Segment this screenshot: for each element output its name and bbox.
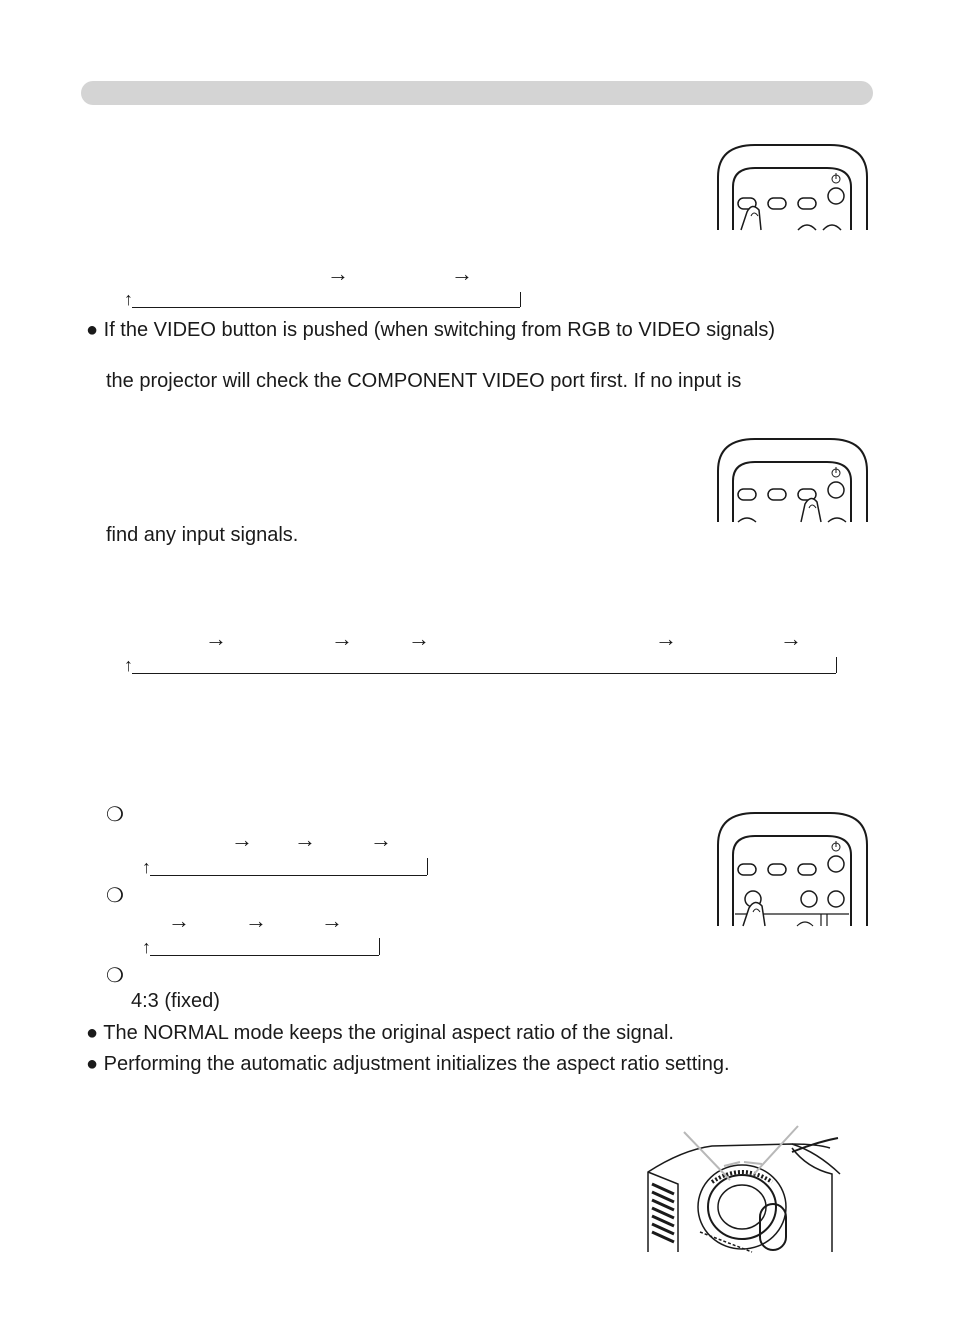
fixed-ratio-label: 4:3 (fixed): [131, 990, 220, 1012]
vent-grille: [652, 1184, 674, 1242]
remote-control-illustration-3: [715, 810, 870, 928]
flow-arrow: →: [205, 626, 227, 651]
flow-arrow: →: [327, 261, 349, 286]
flow-arrow: →: [168, 908, 190, 933]
video-button-note-end: find any input signals.: [106, 524, 299, 546]
loop-return-line: [132, 306, 520, 308]
flow-arrow: →: [451, 261, 473, 286]
remote-control-illustration-2: [715, 436, 870, 524]
option-marker: ❍: [106, 885, 124, 907]
flow-arrow: →: [294, 827, 316, 852]
auto-adjust-note: ● Performing the automatic adjustment initializes the aspect ratio setting.: [86, 1053, 730, 1075]
power-icon: [832, 841, 840, 851]
option-marker: ❍: [106, 804, 124, 826]
loop-up-arrow: ↑: [124, 655, 133, 675]
flow-arrow: →: [331, 626, 353, 651]
flow-arrow: →: [655, 626, 677, 651]
flow-arrow: →: [370, 827, 392, 852]
option-marker: ❍: [106, 965, 124, 987]
loop-up-arrow: ↑: [124, 289, 133, 309]
loop-return-tick: [427, 858, 429, 875]
projector-illustration: [642, 1122, 842, 1254]
flow-arrow: →: [231, 827, 253, 852]
pointing-finger-icon: [741, 206, 761, 230]
loop-return-tick: [379, 938, 381, 955]
loop-return-tick: [836, 657, 838, 673]
section-header-bar: [81, 81, 873, 105]
video-button-note: ● If the VIDEO button is pushed (when switching from RGB to VIDEO signals): [86, 319, 776, 341]
loop-return-line: [132, 672, 836, 674]
normal-mode-note: ● The NORMAL mode keeps the original aspect ratio of the signal.: [86, 1022, 674, 1044]
loop-up-arrow: ↑: [142, 937, 151, 957]
flow-arrow: →: [245, 908, 267, 933]
power-icon: [832, 173, 840, 183]
loop-return-tick: [520, 292, 522, 307]
loop-return-line: [150, 954, 379, 956]
flow-arrow: →: [780, 626, 802, 651]
remote-control-illustration-1: [715, 142, 870, 232]
power-icon: [832, 467, 840, 477]
pointing-finger-icon: [743, 902, 765, 926]
pointing-finger-icon: [801, 498, 821, 522]
loop-return-line: [150, 874, 427, 876]
flow-arrow: →: [321, 908, 343, 933]
loop-up-arrow: ↑: [142, 857, 151, 877]
flow-arrow: →: [408, 626, 430, 651]
video-button-note-continued: the projector will check the COMPONENT VIDEO port first. If no input is: [106, 370, 742, 392]
